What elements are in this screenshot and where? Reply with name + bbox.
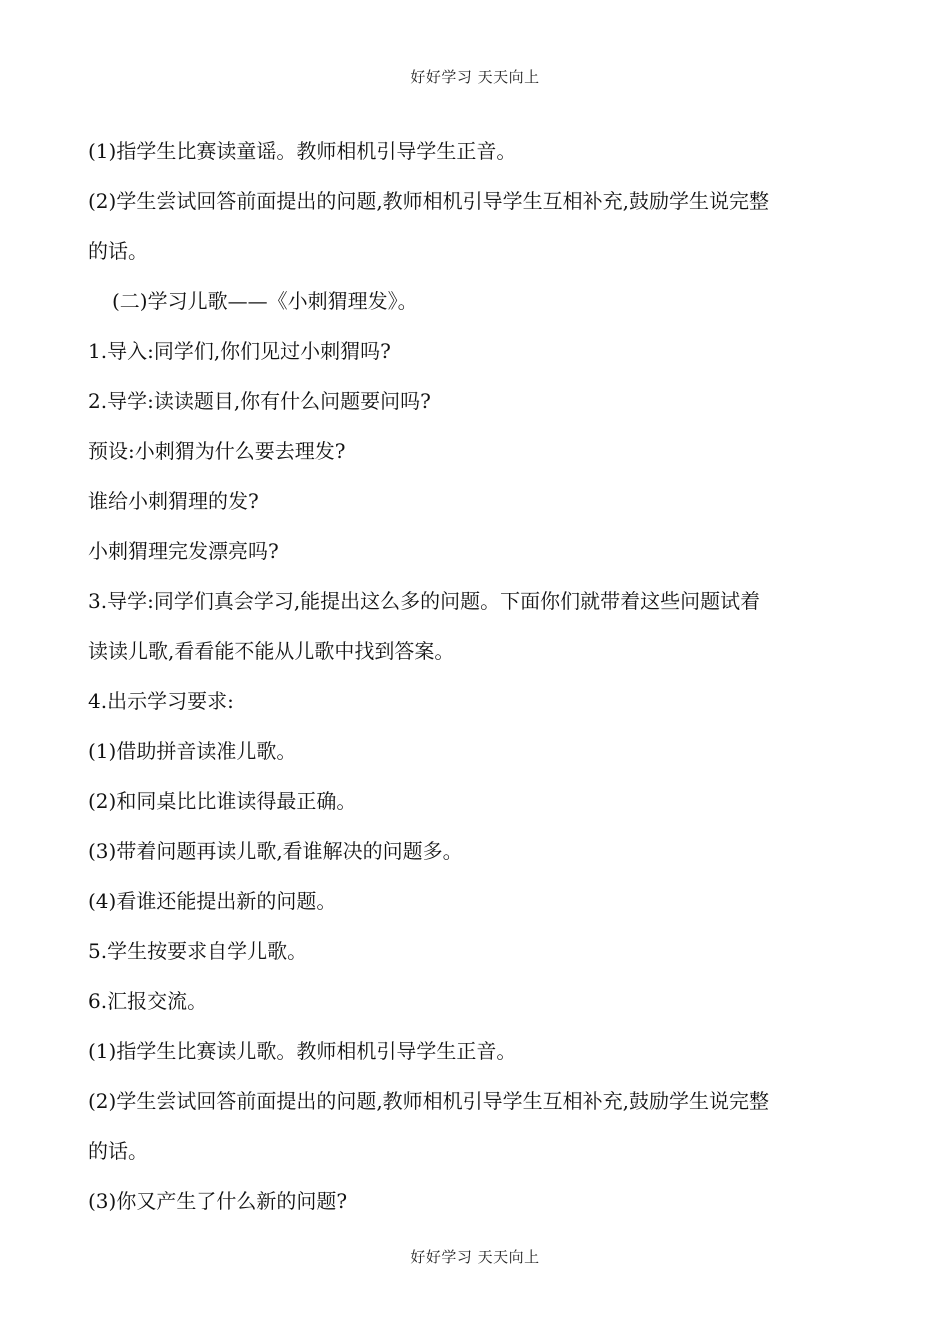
- paragraph-line: (3)带着问题再读儿歌,看谁解决的问题多。: [88, 839, 463, 863]
- paragraph-line: (3)你又产生了什么新的问题?: [88, 1189, 348, 1213]
- paragraph-line: 读读儿歌,看看能不能从儿歌中找到答案。: [88, 639, 455, 663]
- paragraph-line: 的话。: [88, 1139, 148, 1163]
- paragraph-line: 小刺猬理完发漂亮吗?: [88, 539, 279, 563]
- paragraph-line: 谁给小刺猬理的发?: [88, 489, 259, 513]
- paragraph-line: 2.导学:读读题目,你有什么问题要问吗?: [88, 389, 431, 413]
- section-heading: (二)学习儿歌——《小刺猬理发》。: [112, 289, 418, 313]
- paragraph-line: 4.出示学习要求:: [88, 689, 234, 713]
- paragraph-line: (1)指学生比赛读童谣。教师相机引导学生正音。: [88, 139, 517, 163]
- paragraph-line: (2)和同桌比比谁读得最正确。: [88, 789, 357, 813]
- paragraph-line: 5.学生按要求自学儿歌。: [88, 939, 308, 963]
- paragraph-line: (2)学生尝试回答前面提出的问题,教师相机引导学生互相补充,鼓励学生说完整: [88, 189, 770, 213]
- paragraph-line: 预设:小刺猬为什么要去理发?: [88, 439, 346, 463]
- paragraph-line: 6.汇报交流。: [88, 989, 208, 1013]
- paragraph-line: (4)看谁还能提出新的问题。: [88, 889, 337, 913]
- paragraph-line: 3.导学:同学们真会学习,能提出这么多的问题。下面你们就带着这些问题试着: [88, 589, 761, 613]
- paragraph-line: 的话。: [88, 239, 148, 263]
- paragraph-line: (1)借助拼音读准儿歌。: [88, 739, 297, 763]
- document-body: [88, 126, 864, 1226]
- paragraph-line: 1.导入:同学们,你们见过小刺猬吗?: [88, 339, 391, 363]
- paragraph-line: (1)指学生比赛读儿歌。教师相机引导学生正音。: [88, 1039, 517, 1063]
- page-header: 好好学习 天天向上: [410, 68, 540, 86]
- paragraph-line: (2)学生尝试回答前面提出的问题,教师相机引导学生互相补充,鼓励学生说完整: [88, 1089, 770, 1113]
- page-footer: 好好学习 天天向上: [410, 1248, 540, 1266]
